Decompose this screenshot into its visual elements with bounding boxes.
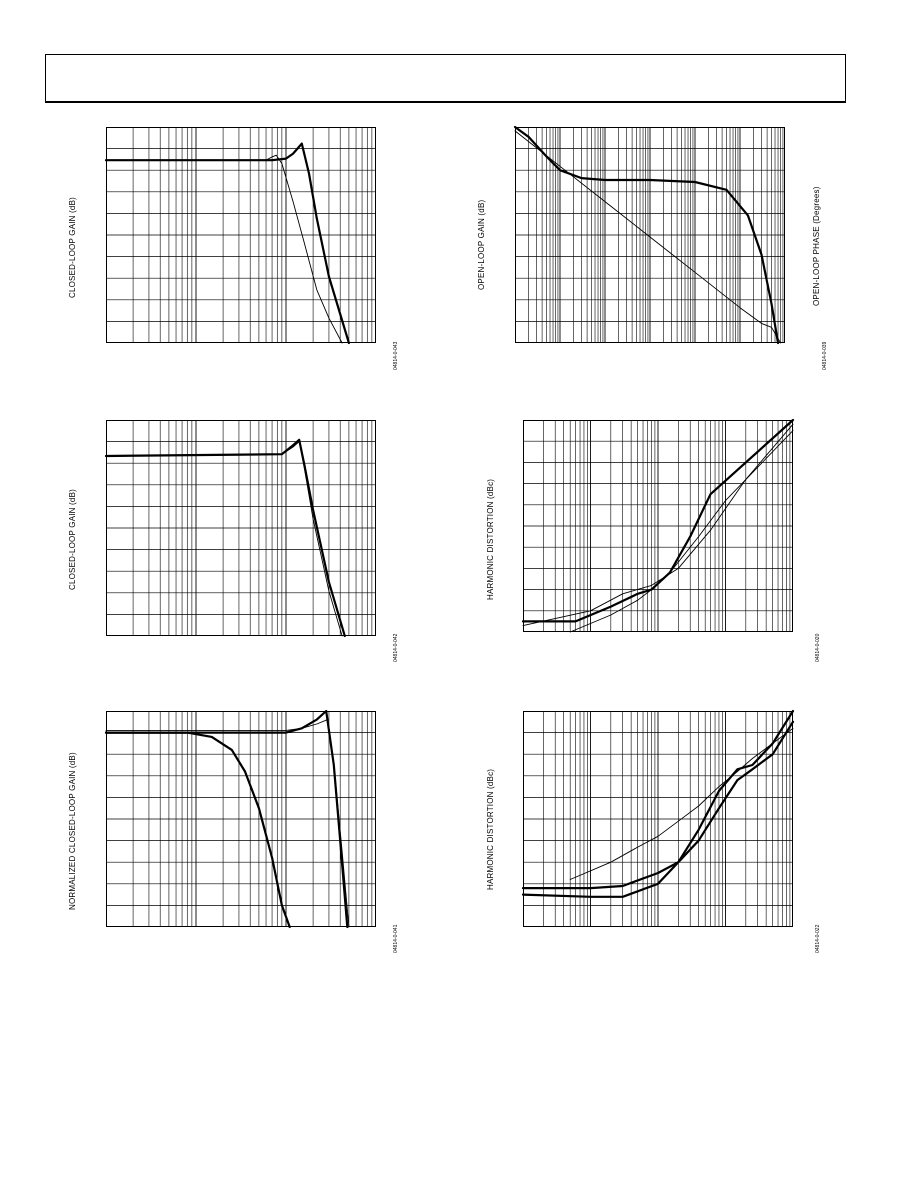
chart-1-ylabel: CLOSED-LOOP GAIN (dB) bbox=[68, 197, 77, 298]
chart-svg-2 bbox=[106, 420, 376, 636]
chart-panel-4 bbox=[515, 127, 785, 343]
chart-5-series-3-line bbox=[570, 431, 793, 632]
chart-6-figure-code: 04814-0-022 bbox=[815, 924, 821, 953]
chart-4-y2label: OPEN-LOOP PHASE (Degrees) bbox=[812, 186, 821, 306]
chart-2-series-2-line bbox=[106, 442, 342, 636]
chart-5-figure-code: 04814-0-020 bbox=[815, 633, 821, 662]
chart-3-figure-code: 04814-0-041 bbox=[393, 924, 399, 953]
chart-panel-2 bbox=[106, 420, 376, 636]
chart-5-ylabel: HARMONIC DISTORTION (dBc) bbox=[486, 478, 495, 600]
chart-svg-4 bbox=[515, 127, 785, 343]
chart-svg-5 bbox=[523, 420, 793, 632]
chart-1-series-1-line bbox=[106, 144, 349, 343]
chart-1-figure-code: 04814-0-043 bbox=[393, 341, 399, 370]
chart-4-figure-code: 04814-0-039 bbox=[822, 341, 828, 370]
chart-6-ylabel: HARMONIC DISTORTION (dBc) bbox=[486, 768, 495, 890]
chart-panel-1 bbox=[106, 127, 376, 343]
chart-3-series-1-line bbox=[106, 733, 290, 927]
page-header-box bbox=[45, 54, 846, 103]
chart-3-series-3-line bbox=[106, 720, 349, 927]
chart-panel-5 bbox=[523, 420, 793, 632]
chart-svg-6 bbox=[523, 711, 793, 927]
chart-panel-3 bbox=[106, 711, 376, 927]
chart-3-ylabel: NORMALIZED CLOSED-LOOP GAIN (dB) bbox=[68, 752, 77, 910]
chart-2-ylabel: CLOSED-LOOP GAIN (dB) bbox=[68, 489, 77, 590]
chart-svg-3 bbox=[106, 711, 376, 927]
chart-svg-1 bbox=[106, 127, 376, 343]
chart-2-series-1-line bbox=[106, 440, 345, 636]
chart-2-figure-code: 04814-0-042 bbox=[393, 633, 399, 662]
chart-panel-6 bbox=[523, 711, 793, 927]
chart-1-series-2-line bbox=[106, 155, 342, 343]
chart-4-ylabel: OPEN-LOOP GAIN (dB) bbox=[477, 199, 486, 290]
